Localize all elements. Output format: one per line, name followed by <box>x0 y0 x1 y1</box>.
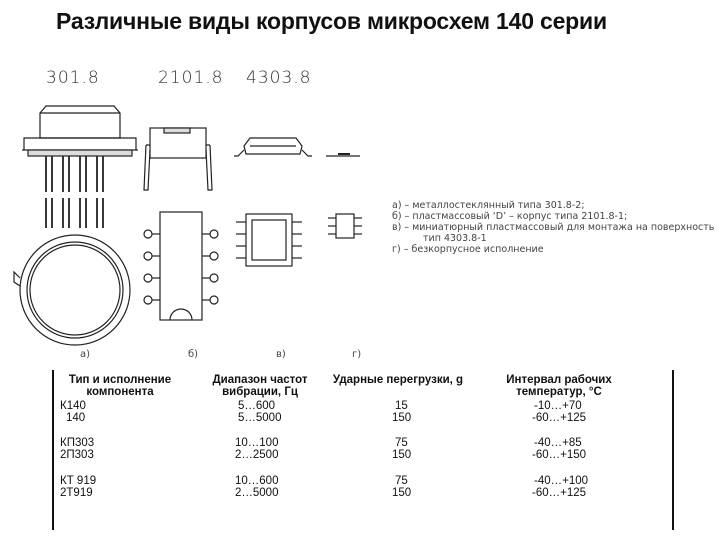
table-cell-type: К140 <box>60 400 86 412</box>
table-cell-temperature: -10…+70 <box>534 400 582 412</box>
metal-package-top-drawing <box>14 235 130 345</box>
table-right-border <box>672 370 674 530</box>
dip-package-top-drawing <box>144 212 218 320</box>
legend-line-d: г) – безкорпусное исполнение <box>392 244 544 255</box>
table-cell-temperature: -40…+85 <box>534 437 582 449</box>
legend-line-a: а) – металлостеклянный типа 301.8-2; <box>392 200 585 211</box>
table-cell-shock: 75 <box>395 437 408 449</box>
figure-letter-a: а) <box>80 349 91 360</box>
dip-package-side-drawing <box>144 128 212 190</box>
table-cell-shock: 150 <box>392 449 412 461</box>
table-cell-temperature: -40…+100 <box>534 475 589 487</box>
column-header-shock: Ударные перегрузки, g <box>332 374 464 386</box>
figure-letter-c: в) <box>276 349 286 360</box>
table-cell-type: 140 <box>66 412 86 424</box>
figure-letter-d: г) <box>352 349 362 360</box>
table-cell-frequency: 2…5000 <box>235 487 279 499</box>
legend-line-b: б) – пластмассовый ‘D’ – корпус типа 2101.8-1; <box>392 211 628 222</box>
table-cell-shock: 15 <box>395 400 408 412</box>
table-cell-frequency: 2…2500 <box>235 449 279 461</box>
table-cell-temperature: -60…+125 <box>532 487 587 499</box>
column-header-temperature: Интервал рабочих температур, °С <box>506 374 612 398</box>
table-cell-type: КТ 919 <box>60 475 97 487</box>
table-cell-type: КП303 <box>60 437 95 449</box>
table-cell-frequency: 10…600 <box>235 475 279 487</box>
table-cell-temperature: -60…+125 <box>532 412 587 424</box>
package-label-2101: 2101.8 <box>158 68 224 88</box>
table-cell-shock: 75 <box>395 475 408 487</box>
smd-package-top-drawing <box>236 214 302 266</box>
table-cell-temperature: -60…+150 <box>532 449 587 461</box>
table-cell-shock: 150 <box>392 487 412 499</box>
table-cell-shock: 150 <box>392 412 412 424</box>
bare-die-top-drawing <box>328 214 362 238</box>
page-title: Различные виды корпусов микросхем 140 серии <box>56 8 607 34</box>
table-cell-frequency: 5…5000 <box>238 412 282 424</box>
bare-die-side-drawing <box>326 154 360 156</box>
table-cell-type: 2Т919 <box>60 487 93 499</box>
package-legend <box>392 200 715 255</box>
smd-package-side-drawing <box>234 138 312 156</box>
table-cell-frequency: 5…600 <box>238 400 276 412</box>
column-header-frequency: Диапазон частот вибрации, Гц <box>212 374 308 398</box>
table-cell-frequency: 10…100 <box>235 437 279 449</box>
legend-line-c: в) – миниатюрный пластмассовый для монтажа на поверхность <box>392 222 715 233</box>
package-label-4303: 4303.8 <box>246 68 312 88</box>
metal-package-side-drawing <box>22 106 138 228</box>
column-header-component: Тип и исполнение компонента <box>68 374 172 398</box>
figure-letter-b: б) <box>188 349 199 360</box>
table-left-border <box>52 370 54 530</box>
package-label-301: 301.8 <box>46 68 100 88</box>
table-cell-type: 2П303 <box>60 449 94 461</box>
legend-line-c-type: тип 4303.8-1 <box>423 233 487 244</box>
